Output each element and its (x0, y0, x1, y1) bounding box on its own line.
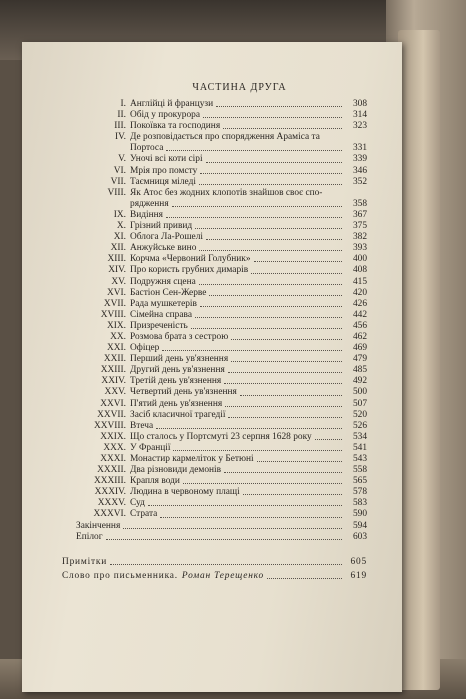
chapter-title-wrap (130, 432, 345, 443)
chapter-title: П'ятий день ув'язнення (130, 398, 223, 409)
chapter-title: Монастир кармеліток у Бетюні (130, 454, 254, 464)
chapter-number: XI. (113, 232, 126, 243)
chapter-title-wrap (130, 232, 345, 243)
chapter-row (62, 432, 367, 443)
chapter-number: X. (116, 221, 126, 232)
leader-dots (166, 150, 342, 151)
leader-dots (162, 350, 342, 351)
chapter-title: Третій день ув'язнення (130, 376, 222, 387)
leader-dots (195, 317, 342, 318)
chapter-title-wrap (130, 210, 345, 221)
leader-dots (267, 578, 342, 579)
chapter-title: Де розповідається про спорядження Араміса та (130, 132, 320, 143)
leader-dots (240, 395, 342, 396)
chapter-title: Покоївка та господиня (130, 121, 221, 132)
chapter-row (62, 443, 367, 454)
leader-dots (183, 483, 342, 484)
chapter-row (62, 132, 367, 143)
chapter-title: Призреченість (130, 320, 188, 331)
chapter-title-wrap (130, 321, 345, 332)
chapter-page: 520 (352, 409, 367, 420)
chapter-title-wrap (130, 154, 345, 165)
chapter-number: XIX. (106, 320, 126, 331)
chapter-title: Втеча (130, 420, 154, 431)
chapter-number: VIII. (107, 187, 126, 198)
appendix-title: Закінчення (76, 520, 121, 531)
leader-dots (110, 564, 342, 565)
chapter-title-wrap (130, 121, 345, 132)
chapter-title-wrap (130, 166, 345, 177)
chapter-number: XVIII. (100, 309, 126, 320)
chapter-number: I. (120, 99, 126, 109)
leader-dots (172, 206, 342, 207)
chapter-number: XXXVI. (93, 509, 126, 520)
chapter-row (62, 265, 367, 276)
appendix-page: 603 (352, 531, 367, 542)
leader-dots (199, 184, 342, 185)
appendix-row (62, 521, 367, 532)
chapter-page: 314 (352, 110, 367, 121)
chapter-row (62, 332, 367, 343)
chapter-number: XXV. (104, 387, 126, 398)
chapter-title: Два різновиди демонів (130, 465, 222, 476)
chapter-page: 507 (352, 398, 367, 409)
chapter-title: Крапля води (130, 476, 180, 487)
chapter-number: XXVII. (97, 409, 126, 420)
leader-dots (123, 528, 342, 529)
chapter-number: VII. (110, 176, 126, 187)
chapter-title: Сімейна справа (130, 309, 192, 320)
leader-dots (257, 461, 342, 462)
leader-dots (191, 328, 342, 329)
leader-dots (203, 117, 342, 118)
chapter-page: 578 (352, 487, 367, 498)
chapter-number: XXXII. (97, 465, 126, 476)
chapter-title-wrap (130, 177, 345, 188)
chapter-page: 346 (352, 165, 367, 176)
chapter-title-wrap (130, 332, 345, 343)
chapter-number: XXI. (106, 343, 126, 354)
chapter-number: XXIII. (100, 365, 126, 376)
afterword-title: Слово про письменника. (62, 570, 178, 581)
chapter-title: Офіцер (130, 343, 160, 354)
chapter-row (62, 121, 367, 132)
leader-dots (224, 472, 342, 473)
chapter-row (62, 354, 367, 365)
chapter-title: Рада мушкетерів (130, 298, 197, 309)
chapter-title: Другий день ув'язнення (130, 365, 225, 376)
chapter-page: 400 (352, 254, 367, 265)
chapter-page: 382 (352, 232, 367, 243)
chapter-title: Про користь грубних димарів (130, 265, 249, 276)
chapter-title-wrap (130, 498, 345, 509)
chapter-number: XXXIV. (94, 487, 126, 498)
chapter-row (62, 321, 367, 332)
chapter-title: Обід у прокурора (130, 110, 201, 121)
chapter-row (62, 188, 367, 199)
chapter-number: XXII. (103, 354, 126, 365)
chapter-number: XXVIII. (93, 420, 126, 431)
chapter-title: Видіння (130, 209, 163, 220)
chapter-page: 308 (352, 99, 367, 109)
chapter-number: XXX. (103, 442, 126, 453)
chapter-page: 420 (352, 287, 367, 298)
chapter-title-wrap (130, 254, 345, 265)
appendix-list (62, 521, 367, 543)
chapter-number: III. (114, 121, 126, 132)
table-of-contents (62, 82, 367, 582)
chapter-row (62, 243, 367, 254)
chapter-row (62, 399, 367, 410)
chapter-list (62, 99, 367, 521)
appendix-page: 594 (352, 520, 367, 531)
chapter-row-continuation (62, 143, 367, 154)
chapter-page: 393 (352, 243, 367, 254)
chapter-number: II. (117, 110, 126, 121)
chapter-row (62, 277, 367, 288)
chapter-title-wrap (130, 221, 345, 232)
chapter-number: IX. (113, 209, 126, 220)
chapter-row (62, 454, 367, 465)
chapter-row (62, 210, 367, 221)
chapter-title: Страта (130, 509, 158, 520)
chapter-row (62, 487, 367, 498)
chapter-page: 492 (352, 376, 367, 387)
chapter-row (62, 110, 367, 121)
chapter-title: Уночі всі коти сірі (130, 154, 203, 165)
chapter-page: 352 (352, 176, 367, 187)
chapter-title-continuation: рядження (130, 198, 169, 209)
chapter-number: XXXV. (97, 498, 126, 509)
chapter-title-wrap (130, 299, 345, 310)
chapter-title-wrap (130, 132, 345, 143)
chapter-title-wrap (130, 188, 345, 199)
chapter-title: Грізний привид (130, 221, 193, 232)
chapter-title: Подружня сцена (130, 276, 196, 287)
chapter-number: XXXI. (100, 454, 126, 464)
chapter-row (62, 177, 367, 188)
chapter-title-wrap (130, 343, 345, 354)
leader-dots (231, 339, 342, 340)
chapter-row (62, 376, 367, 387)
chapter-number: XV. (111, 276, 126, 287)
chapter-page: 358 (352, 198, 367, 209)
chapter-title-wrap (130, 99, 345, 110)
leader-dots (106, 539, 342, 540)
chapter-page: 543 (352, 454, 367, 464)
chapter-title-wrap (130, 310, 345, 321)
chapter-title-wrap (130, 387, 345, 398)
leader-dots (156, 428, 342, 429)
chapter-title: Англійці й французи (130, 99, 214, 109)
leader-dots (223, 128, 342, 129)
chapter-title: Четвертий день ув'язнення (130, 387, 237, 398)
chapter-title-wrap (130, 443, 345, 454)
leader-dots (243, 494, 342, 495)
chapter-number: V. (118, 154, 126, 165)
chapter-title: Суд (130, 498, 145, 509)
chapter-row (62, 154, 367, 165)
chapter-number: XXXIII. (93, 476, 126, 487)
chapter-number: XX. (110, 331, 126, 342)
leader-dots (160, 517, 342, 518)
chapter-page: 590 (352, 509, 367, 520)
leader-dots (199, 284, 342, 285)
chapter-title-wrap (130, 376, 345, 387)
chapter-title-continuation: Портоса (130, 143, 164, 154)
chapter-title: Що сталось у Портсмуті 23 серпня 1628 року (130, 431, 312, 442)
chapter-title: Корчма «Червоний Голубник» (130, 254, 251, 265)
chapter-title-wrap (130, 509, 345, 520)
chapter-row (62, 365, 367, 376)
chapter-row (62, 498, 367, 509)
chapter-title: Людина в червоному плащі (130, 487, 240, 498)
chapter-title-wrap (130, 288, 345, 299)
chapter-number: XXIV. (101, 376, 126, 387)
chapter-title-wrap (130, 476, 345, 487)
leader-dots (251, 273, 342, 274)
leader-dots (200, 306, 342, 307)
chapter-title-wrap (130, 399, 345, 410)
chapter-title: Облога Ла-Рошелі (130, 232, 203, 243)
spacer (62, 543, 367, 557)
chapter-title-wrap (130, 277, 345, 288)
chapter-number: XVII. (103, 298, 126, 309)
chapter-row (62, 310, 367, 321)
chapter-page: 469 (352, 343, 367, 354)
chapter-page: 565 (352, 476, 367, 487)
section-heading: ЧАСТИНА ДРУГА (192, 82, 287, 93)
leader-dots (216, 106, 342, 107)
chapter-page: 331 (352, 143, 367, 154)
chapter-number: VI. (113, 165, 126, 176)
appendix-row (62, 532, 367, 543)
leader-dots (224, 383, 342, 384)
leader-dots (209, 295, 342, 296)
chapter-page: 442 (352, 309, 367, 320)
chapter-title-wrap (130, 354, 345, 365)
chapter-row (62, 343, 367, 354)
notes-entry (62, 557, 367, 568)
chapter-row (62, 465, 367, 476)
chapter-page: 526 (352, 420, 367, 431)
chapter-number: XXIX. (100, 431, 126, 442)
chapter-row (62, 509, 367, 520)
leader-dots (173, 450, 342, 451)
notes-page: 605 (350, 556, 367, 567)
chapter-title: Мрія про помсту (130, 165, 198, 176)
chapter-row (62, 299, 367, 310)
afterword-page: 619 (350, 570, 367, 581)
chapter-page: 367 (352, 209, 367, 220)
chapter-row (62, 387, 367, 398)
chapter-page: 375 (352, 221, 367, 232)
chapter-page: 426 (352, 298, 367, 309)
chapter-row (62, 410, 367, 421)
chapter-page: 479 (352, 354, 367, 365)
book-cover-edge (398, 30, 440, 690)
chapter-page: 541 (352, 442, 367, 453)
chapter-title-wrap (130, 110, 345, 121)
leader-dots (254, 261, 342, 262)
chapter-title: Засіб класичної трагедії (130, 409, 226, 420)
chapter-title: Бастіон Сен-Жерве (130, 287, 207, 298)
leader-dots (228, 372, 342, 373)
chapter-row (62, 166, 367, 177)
chapter-page: 339 (352, 154, 367, 165)
chapter-title: Розмова брата з сестрою (130, 331, 229, 342)
leader-dots (231, 361, 342, 362)
chapter-number: XIII. (107, 254, 126, 265)
chapter-row (62, 254, 367, 265)
chapter-title-wrap (130, 465, 345, 476)
chapter-page: 415 (352, 276, 367, 287)
leader-dots (148, 505, 342, 506)
leader-dots (225, 406, 342, 407)
leader-dots (199, 250, 342, 251)
chapter-title: Таємниця міледі (130, 176, 196, 187)
chapter-page: 323 (352, 121, 367, 132)
chapter-row (62, 476, 367, 487)
chapter-page: 456 (352, 320, 367, 331)
chapter-row (62, 232, 367, 243)
chapter-title: Як Атос без жодних клопотів знайшов своє спо- (130, 187, 323, 198)
afterword-author: Роман Терещенко (181, 570, 264, 581)
chapter-title: Перший день ув'язнення (130, 354, 229, 365)
chapter-title-wrap (130, 421, 345, 432)
leader-dots (200, 173, 342, 174)
chapter-row (62, 221, 367, 232)
chapter-title-wrap (130, 265, 345, 276)
chapter-number: XVI. (106, 287, 126, 298)
book-page (22, 42, 402, 692)
chapter-number: XII. (110, 243, 126, 254)
notes-title: Примітки (62, 556, 108, 567)
chapter-page: 583 (352, 498, 367, 509)
chapter-title: У Франції (130, 442, 171, 453)
afterword-entry (62, 571, 367, 582)
chapter-page: 500 (352, 387, 367, 398)
leader-dots (206, 239, 342, 240)
leader-dots (206, 162, 342, 163)
chapter-row (62, 288, 367, 299)
chapter-page: 408 (352, 265, 367, 276)
leader-dots (315, 439, 342, 440)
chapter-title-wrap (130, 410, 345, 421)
chapter-title-wrap (130, 487, 345, 498)
leader-dots (166, 217, 342, 218)
chapter-row-continuation (62, 199, 367, 210)
chapter-title-wrap (130, 454, 345, 465)
chapter-number: IV. (114, 132, 126, 143)
chapter-row (62, 99, 367, 110)
chapter-page: 462 (352, 331, 367, 342)
chapter-page: 558 (352, 465, 367, 476)
chapter-page: 485 (352, 365, 367, 376)
chapter-page: 534 (352, 431, 367, 442)
chapter-title-wrap (130, 243, 345, 254)
leader-dots (228, 417, 342, 418)
chapter-title: Анжуйське вино (130, 243, 197, 254)
chapter-title-wrap (130, 365, 345, 376)
chapter-number: XXVI. (100, 398, 126, 409)
chapter-row (62, 421, 367, 432)
leader-dots (195, 228, 342, 229)
appendix-title: Епілог (76, 531, 103, 542)
chapter-number: XIV. (108, 265, 126, 276)
